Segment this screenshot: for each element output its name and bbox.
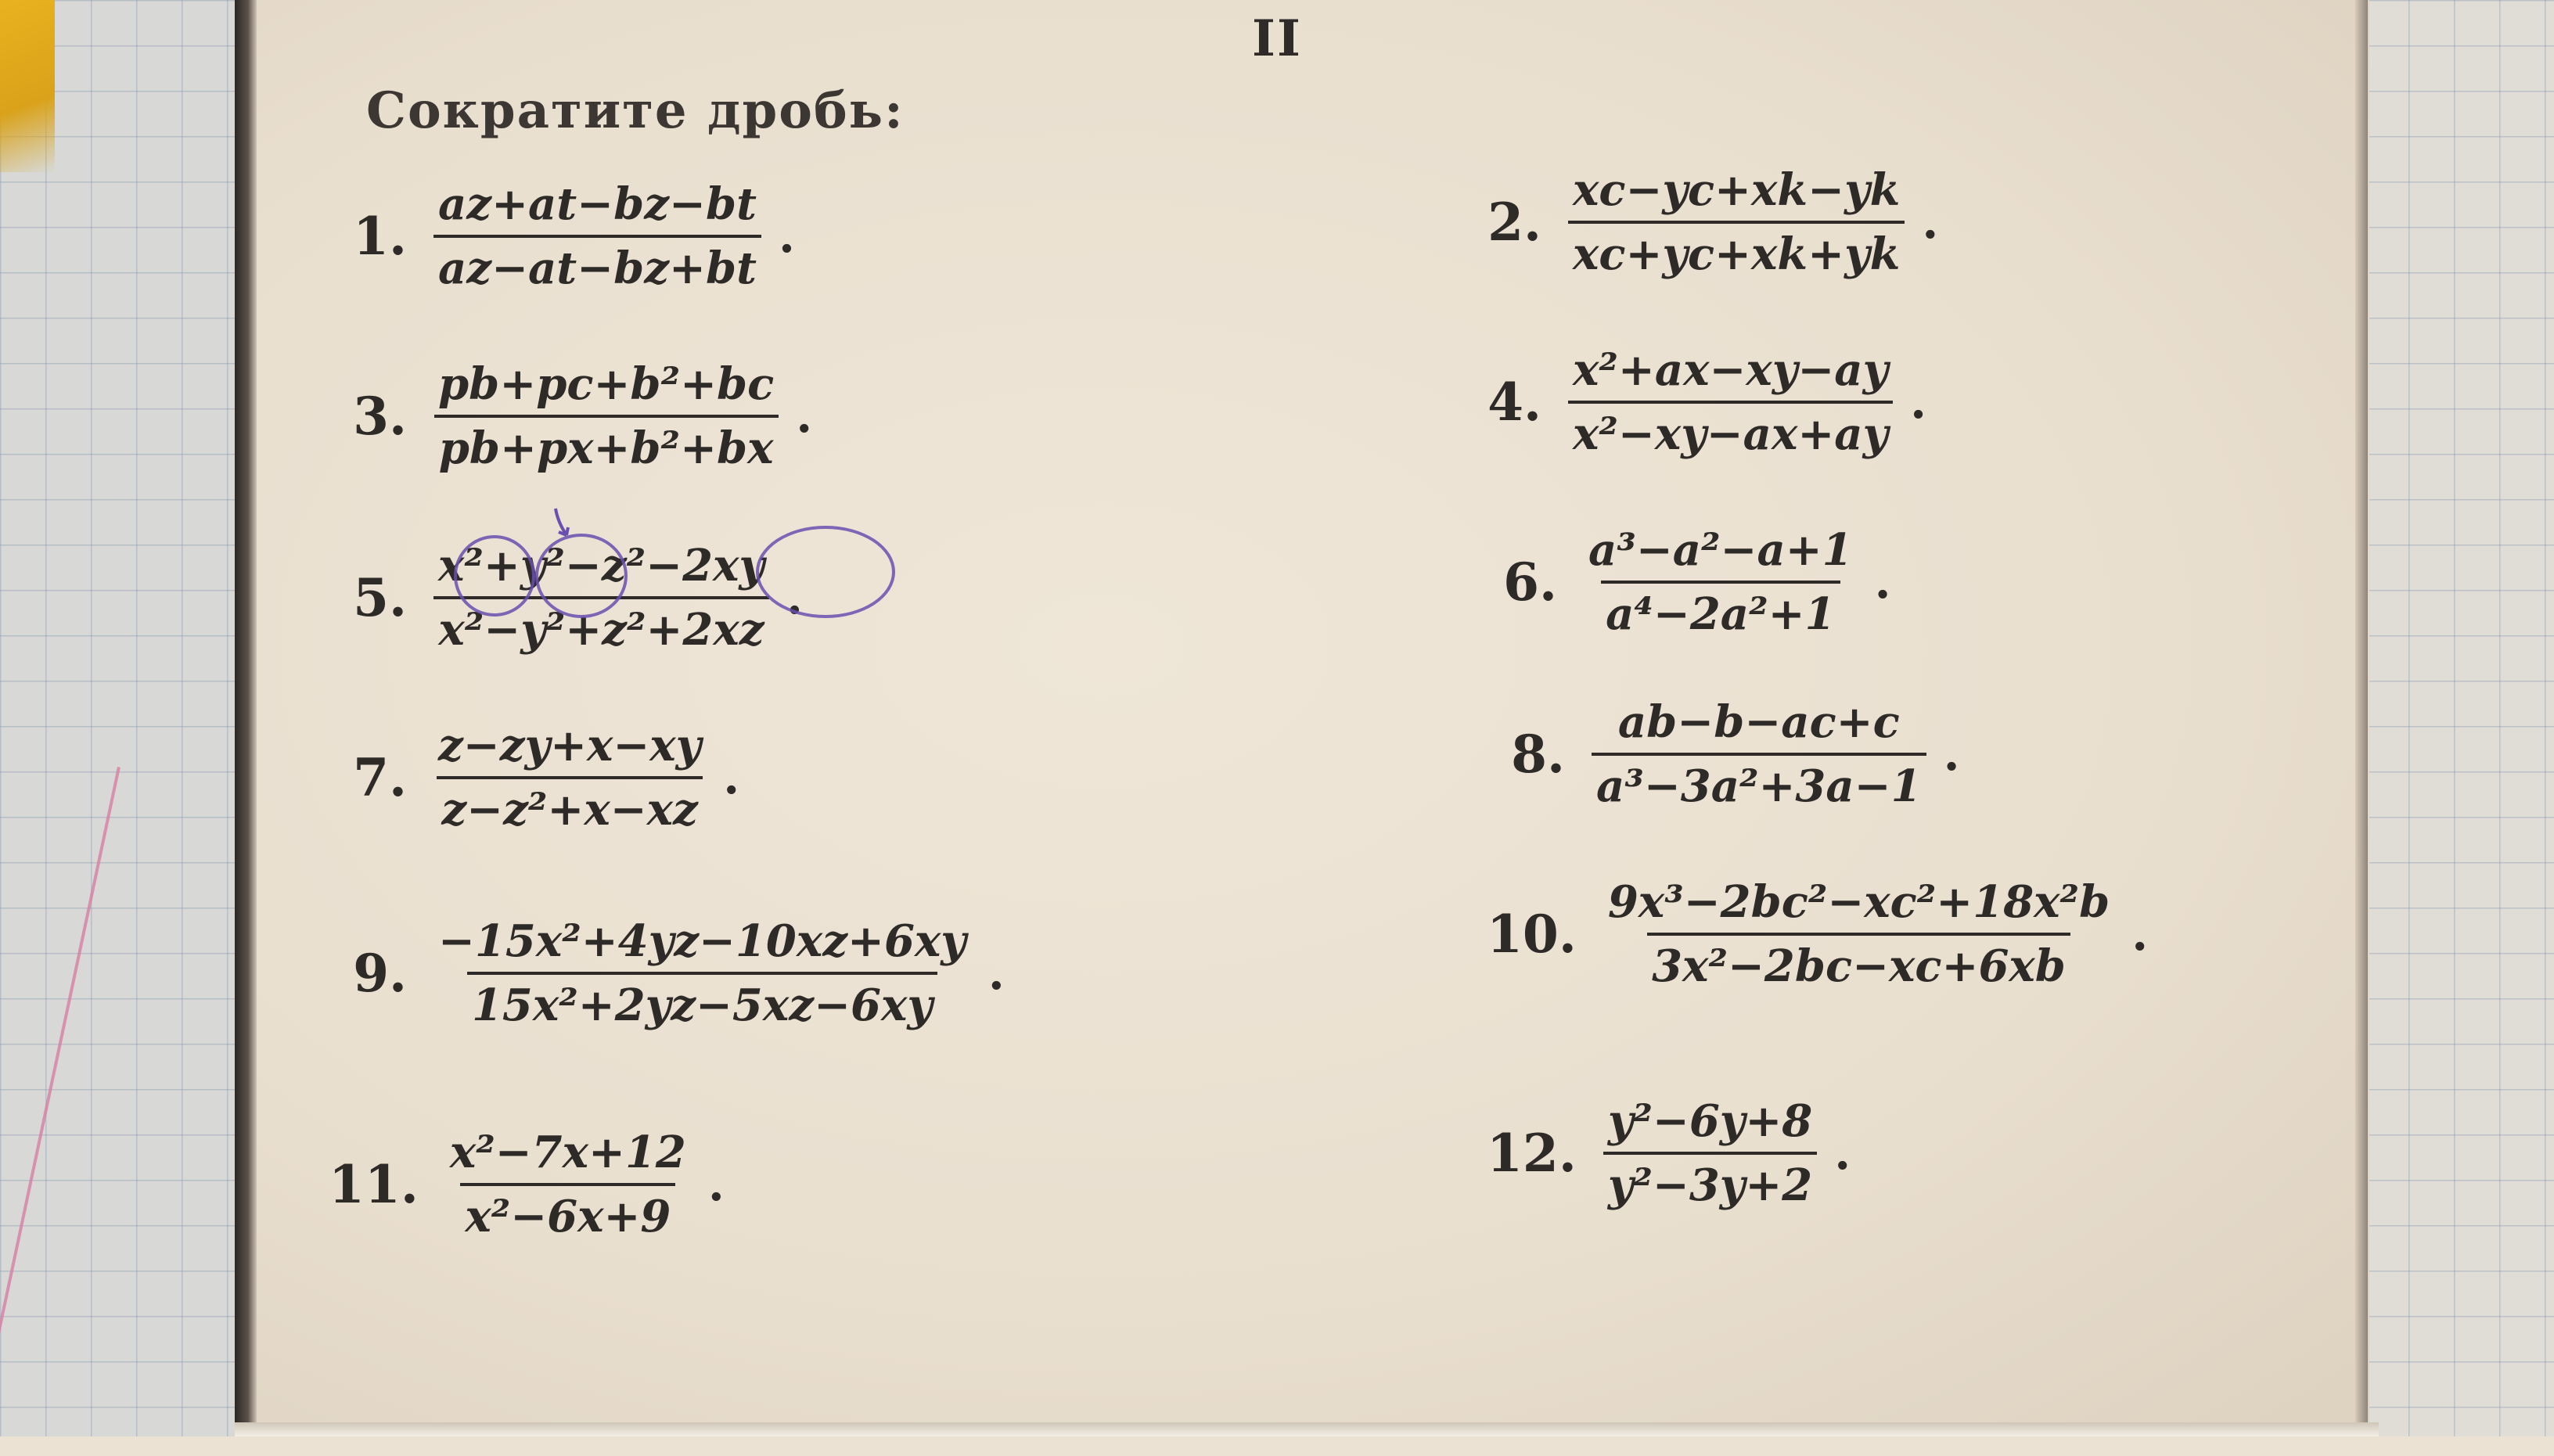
denominator: 15x²+2yz−5xz−6xy [467,972,937,1031]
period: . [1922,195,1939,250]
fraction [1603,876,2114,992]
problem-number: 10. [1487,904,1577,965]
fraction [433,178,761,294]
problem-4 [1479,344,1926,460]
page-bottom-edge [235,1422,2379,1436]
numerator: pb+pc+b²+bc [438,358,775,410]
numerator: xc−yc+xk−yk [1573,164,1901,216]
denominator: a⁴−2a²+1 [1601,581,1840,640]
problem-6 [1495,524,1891,640]
problem-10 [1487,876,2148,992]
fraction [1592,696,1926,812]
denominator: x²−xy−ax+ay [1568,401,1893,460]
problem-number: 12. [1487,1123,1577,1184]
problem-2 [1479,164,1938,280]
numerator: y²−6y+8 [1607,1095,1813,1147]
section-number: II [1252,9,1302,68]
problem-9 [344,915,1005,1031]
numerator: z−zy+x−xy [438,720,702,771]
fraction [1584,524,1858,640]
fraction [433,915,971,1031]
problem-number: 7. [353,747,407,808]
numerator: x²+ax−xy−ay [1573,344,1889,396]
problem-number: 11. [329,1154,419,1215]
ink-arrow-mark [540,507,587,546]
denominator: az−at−bz+bt [433,235,761,294]
problem-number: 1. [353,206,407,267]
fraction [1568,344,1893,460]
problem-number: 8. [1511,724,1565,785]
exercise-heading: Сократите дробь: [366,81,905,140]
problem-12 [1487,1095,1851,1211]
problem-number: 6. [1503,552,1557,613]
denominator: x²−6x+9 [460,1183,675,1242]
page-edge-right [2355,0,2368,1436]
period: . [796,389,813,444]
fraction [433,358,779,474]
denominator: y²−3y+2 [1603,1152,1817,1211]
period: . [786,570,803,625]
period: . [1943,727,1960,782]
period: . [778,209,795,264]
fraction [445,1127,691,1242]
fraction [433,720,706,836]
period: . [723,750,740,805]
denominator: pb+px+b²+bx [434,415,779,474]
numerator: az+at−bz−bt [438,178,757,230]
book-spine-shadow [235,0,257,1436]
denominator: x²−y²+z²+2xz [433,596,768,656]
notebook-grid-left [0,0,266,1436]
period: . [707,1157,725,1212]
problem-11 [329,1127,725,1242]
problem-8 [1502,696,1959,812]
problem-number: 2. [1487,192,1541,253]
denominator: xc+yc+xk+yk [1568,221,1905,280]
numerator: x²+y²−z²−2xy [438,540,764,591]
problem-3 [344,358,812,474]
numerator: −15x²+4yz−10xz+6xy [438,915,966,967]
numerator: ab−b−ac+c [1617,696,1900,748]
ink-circle-mark [454,535,535,617]
yellow-object [0,0,55,172]
problem-number: 4. [1487,372,1541,433]
numerator: 9x³−2bc²−xc²+18x²b [1607,876,2110,928]
ink-circle-mark [535,534,628,618]
fraction [1603,1095,1817,1211]
denominator: 3x²−2bc−xc+6xb [1647,933,2070,992]
period: . [1834,1126,1851,1181]
denominator: a³−3a²+3a−1 [1592,753,1926,812]
problem-7 [344,720,739,836]
period: . [2131,907,2149,962]
ink-circle-mark [756,526,895,618]
problem-number: 9. [353,943,407,1004]
fraction [1568,164,1905,280]
numerator: a³−a²−a+1 [1588,524,1853,576]
numerator: x²−7x+12 [449,1127,686,1178]
denominator: z−z²+x−xz [437,776,702,836]
problem-number: 5. [353,567,407,628]
period: . [987,946,1005,1001]
notebook-grid-right [2363,0,2554,1436]
period: . [1910,375,1926,430]
period: . [1874,555,1891,609]
problem-number: 3. [353,386,407,447]
problem-1 [344,178,795,294]
